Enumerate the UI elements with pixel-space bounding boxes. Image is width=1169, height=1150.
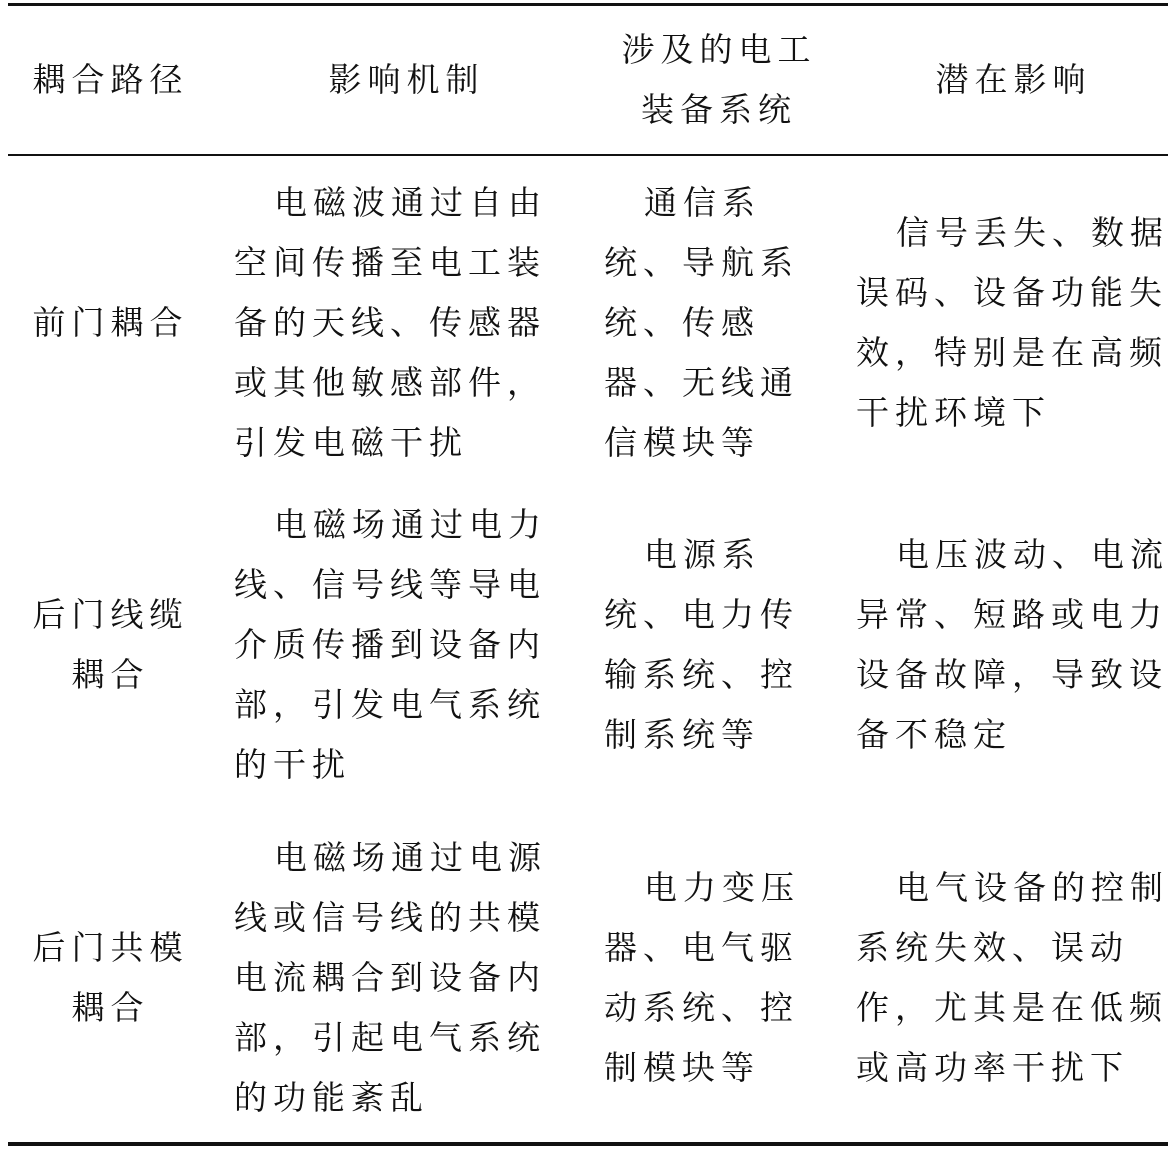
- table-row-2-impact: 电压波动、电流异常、短路或电力设备故障，导致设备不稳定: [856, 535, 1169, 754]
- table-row-1-path: 前门耦合: [32, 303, 189, 342]
- table-row-3-impact: 电气设备的控制系统失效、误动作，尤其是在低频或高功率干扰下: [856, 868, 1169, 1087]
- table-row-3-mechanism: 电磁场通过电源线或信号线的共模电流耦合到设备内部，引起电气系统的功能紊乱: [234, 838, 547, 1117]
- header-systems: 涉及的电工 装备系统: [621, 30, 817, 129]
- table-row-2-path: 后门线缆 耦合: [32, 595, 189, 694]
- header-mechanism: 影响机制: [328, 60, 485, 99]
- coupling-table: [8, 0, 1168, 1150]
- table-row-1-impact: 信号丢失、数据误码、设备功能失效，特别是在高频干扰环境下: [856, 213, 1169, 432]
- table-row-1-mechanism: 电磁波通过自由空间传播至电工装备的天线、传感器或其他敏感部件，引发电磁干扰: [234, 183, 547, 462]
- table-row-2-mechanism: 电磁场通过电力线、信号线等导电介质传播到设备内部，引发电气系统的干扰: [234, 505, 547, 784]
- table-row-3-path: 后门共模 耦合: [32, 928, 189, 1027]
- table-row-2-systems: 电源系统、电力传输系统、控制系统等: [604, 535, 799, 754]
- table-bottom-rule: [8, 1142, 1168, 1146]
- table-header-rule: [8, 154, 1168, 156]
- header-impact: 潜在影响: [935, 60, 1092, 99]
- header-coupling-path: 耦合路径: [32, 60, 189, 99]
- table-row-3-systems: 电力变压器、电气驱动系统、控制模块等: [604, 868, 800, 1087]
- table-row-1-systems: 通信系统、导航系统、传感器、无线通信模块等: [604, 183, 799, 462]
